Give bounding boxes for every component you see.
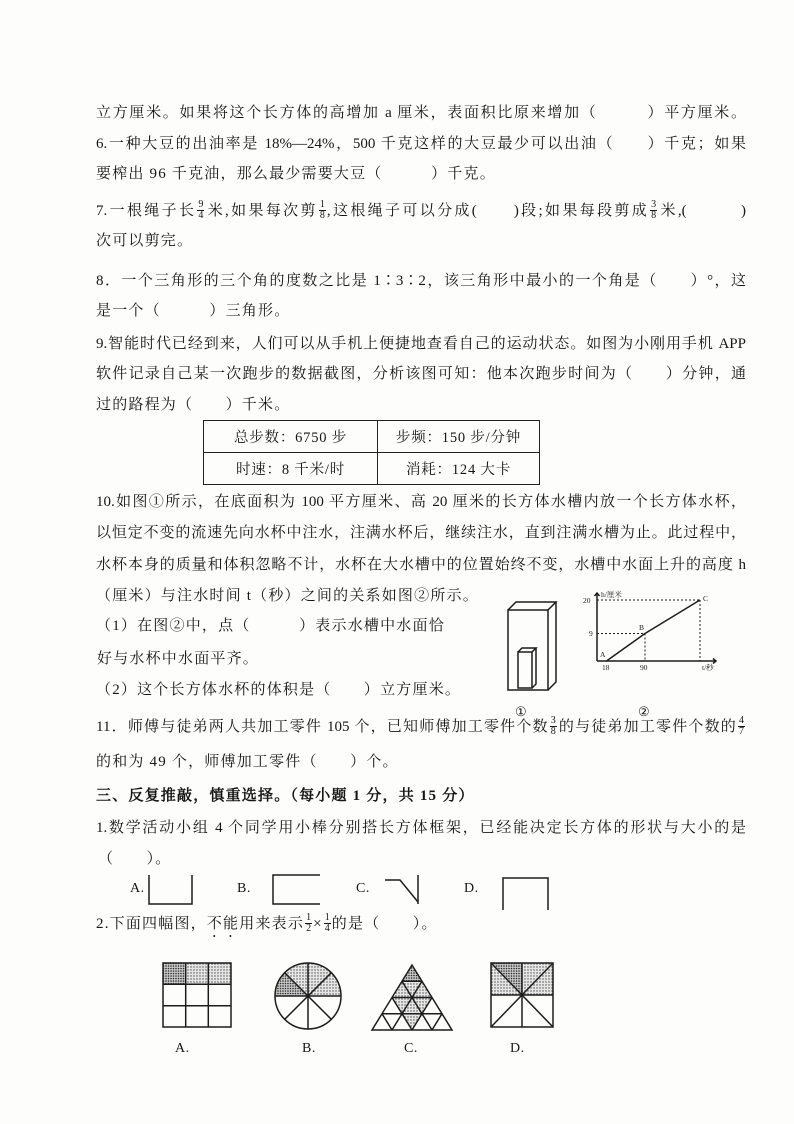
- fraction-1-2: [305, 913, 312, 934]
- q10-line3: 水杯本身的质量和体积忽略不计，水杯在大水槽中的位置始终不变，水槽中水面上升的高度 h: [96, 557, 746, 573]
- frame-edges: [149, 875, 192, 904]
- s3q1-option-c-figure: [382, 872, 424, 908]
- s3q2-option-d-figure: [488, 960, 556, 1030]
- shaded-region-dark: [163, 963, 186, 984]
- figure-1-label: ①: [515, 704, 528, 719]
- s3q2-text-5: 的是（ ）。: [331, 916, 438, 932]
- running-data-table: [203, 420, 540, 485]
- times-sign: ×: [313, 916, 323, 932]
- q10-sub2: （2）这个长方体水杯的体积是（ ）立方厘米。: [96, 682, 462, 698]
- q6-line2: 要榨出 96 千克油，那么最少需要大豆（ ）千克。: [96, 166, 496, 182]
- point-b-label: B: [639, 623, 645, 632]
- s3q1-option-c-label: C.: [356, 881, 370, 896]
- point-a-label: A: [600, 650, 606, 659]
- q7-text-4: 米,( ): [658, 203, 746, 219]
- grid-line: [432, 1014, 442, 1030]
- s3q1-option-b-label: B.: [237, 881, 251, 896]
- q11-text-1: 11．师傅与徒弟两人共加工零件 105 个，已知师傅加工零件个数: [96, 719, 549, 735]
- numerator: 4: [738, 715, 744, 727]
- q10-line4: （厘米）与注水时间 t（秒）之间的关系如图②所示。: [96, 588, 479, 604]
- s3q2-option-a-label: A.: [175, 1041, 190, 1056]
- fraction-4-7: [738, 716, 745, 737]
- s3q1-option-a-label: A.: [130, 881, 145, 896]
- numerator: 9: [198, 199, 204, 211]
- denominator: 8: [651, 210, 657, 222]
- fraction-3-8: [650, 200, 657, 221]
- q9-line2: 软件记录自己某一次跑步的数据截图，分析该图可知：他本次跑步时间为（ ）分钟，通: [96, 366, 746, 382]
- s3q1-option-b-figure: [270, 872, 324, 908]
- s3q2-option-d-label: D.: [510, 1041, 525, 1056]
- fraction-1-4: [324, 913, 331, 934]
- cup-front-face: [518, 652, 532, 688]
- frame-edges: [503, 878, 548, 910]
- tank-front-face: [508, 610, 548, 690]
- table-row: [204, 453, 540, 485]
- s3q1-line1: 1.数学活动小组 4 个同学用小棒分别搭长方体框架，已经能决定长方体的形状与大小的是: [96, 820, 746, 836]
- q11-line1: [96, 716, 746, 738]
- denominator: 8: [319, 210, 325, 222]
- tank-top-face: [508, 602, 556, 610]
- s3q1-option-a-figure: [146, 872, 196, 908]
- s3q2-option-a-figure: [160, 960, 234, 1030]
- s3q2-emphasis: 不能: [206, 916, 240, 932]
- s3q2-text-1: 2.下面四幅图，: [96, 916, 207, 932]
- tank-side-face: [548, 602, 556, 690]
- q8-line2: 是一个（ ）三角形。: [96, 303, 291, 319]
- table-cell-speed: 时速：8 千米/时: [204, 453, 378, 485]
- s3q2-option-b-label: B.: [302, 1041, 316, 1056]
- s3q1-option-d-figure: [500, 872, 552, 914]
- table-row: [204, 421, 540, 453]
- figure-2-label: ②: [638, 704, 651, 719]
- q10-line2: 以恒定不变的流速先向水杯中注水，注满水杯后，继续注水，直到注满水槽为止。此过程中，: [96, 525, 746, 541]
- q7-text-1: 7.一根绳子长: [96, 203, 197, 219]
- q9-line3: 过的路程为（ ）千米。: [96, 397, 291, 413]
- q10-sub1-line1: （1）在图②中，点（ ）表示水槽中水面恰: [96, 618, 445, 634]
- height-line: [607, 600, 701, 661]
- s3q2-text-3: 用来表示: [239, 916, 305, 932]
- q9-line1: 9.智能时代已经到来，人们可以从手机上便捷地查看自己的运动状态。如图为小刚用手机 APP: [96, 336, 746, 352]
- fraction-9-4: [197, 200, 204, 221]
- shaded-region-dark: [402, 965, 422, 981]
- numerator: 3: [550, 715, 556, 727]
- q5-line2: 立方厘米。如果将这个长方体的高增加 a 厘米，表面积比原来增加（ ）平方厘米。: [96, 105, 746, 121]
- denominator: 2: [306, 923, 312, 935]
- denominator: 4: [324, 923, 330, 935]
- tank-with-cup-figure: [500, 598, 566, 698]
- point-c-label: C: [703, 594, 709, 603]
- q11-line2: 的和为 49 个，师傅加工零件（ ）个。: [96, 754, 399, 770]
- numerator: 3: [651, 199, 657, 211]
- q7-text-2: 米,如果每次剪: [205, 203, 318, 219]
- q11-text-2: 的与徒弟加工零件个数的: [557, 719, 737, 735]
- x-axis-label: t/秒: [702, 663, 714, 672]
- table-cell-step-rate: 步频：150 步/分钟: [378, 421, 540, 453]
- s3q2-option-c-label: C.: [404, 1041, 418, 1056]
- fraction-1-8: [319, 200, 326, 221]
- numerator: 1: [306, 912, 312, 924]
- y-axis-label: h/厘米: [601, 590, 622, 599]
- s3q2-option-b-figure: [272, 960, 344, 1032]
- s3q1-line2: （ ）。: [98, 851, 172, 867]
- q10-sub1-line2: 好与水杯中水面平齐。: [97, 651, 260, 667]
- frame-edges: [273, 875, 320, 904]
- section-3-title: 三、反复推敲，慎重选择。（每小题 1 分，共 15 分）: [96, 788, 475, 804]
- x-tick-90: 90: [640, 663, 648, 672]
- denominator: 7: [738, 726, 744, 738]
- q7-line2: 次可以剪完。: [96, 233, 194, 249]
- grid-line: [382, 1014, 392, 1030]
- frame-edges: [385, 880, 418, 902]
- s3q2-option-c-figure: [368, 962, 456, 1034]
- q7-text-3: ,这根绳子可以分成( )段;如果每段剪成: [326, 203, 650, 219]
- x-tick-18: 18: [602, 663, 610, 672]
- water-height-graph: [580, 590, 720, 676]
- q6-line1: 6.一种大豆的出油率是 18%—24%，500 千克这样的大豆最少可以出油（ ）千克；如果: [96, 136, 746, 152]
- fraction-3-8: [550, 716, 557, 737]
- table-cell-calories: 消耗：124 大卡: [378, 453, 540, 485]
- table-cell-total-steps: 总步数：6750 步: [204, 421, 378, 453]
- q10-line1: 10.如图①所示，在底面积为 100 平方厘米、高 20 厘米的长方体水槽内放一个长方体水杯，: [96, 494, 746, 510]
- denominator: 8: [550, 726, 556, 738]
- y-tick-20: 20: [583, 596, 591, 605]
- numerator: 1: [319, 199, 325, 211]
- y-tick-9: 9: [589, 629, 593, 638]
- q7-line1: [96, 200, 746, 222]
- denominator: 4: [198, 210, 204, 222]
- numerator: 1: [324, 912, 330, 924]
- s3q2-line: [96, 913, 438, 935]
- q8-line1: 8．一个三角形的三个角的度数之比是 1∶3∶2，该三角形中最小的一个角是（ ）°，这: [96, 273, 746, 289]
- s3q1-option-d-label: D.: [464, 881, 479, 896]
